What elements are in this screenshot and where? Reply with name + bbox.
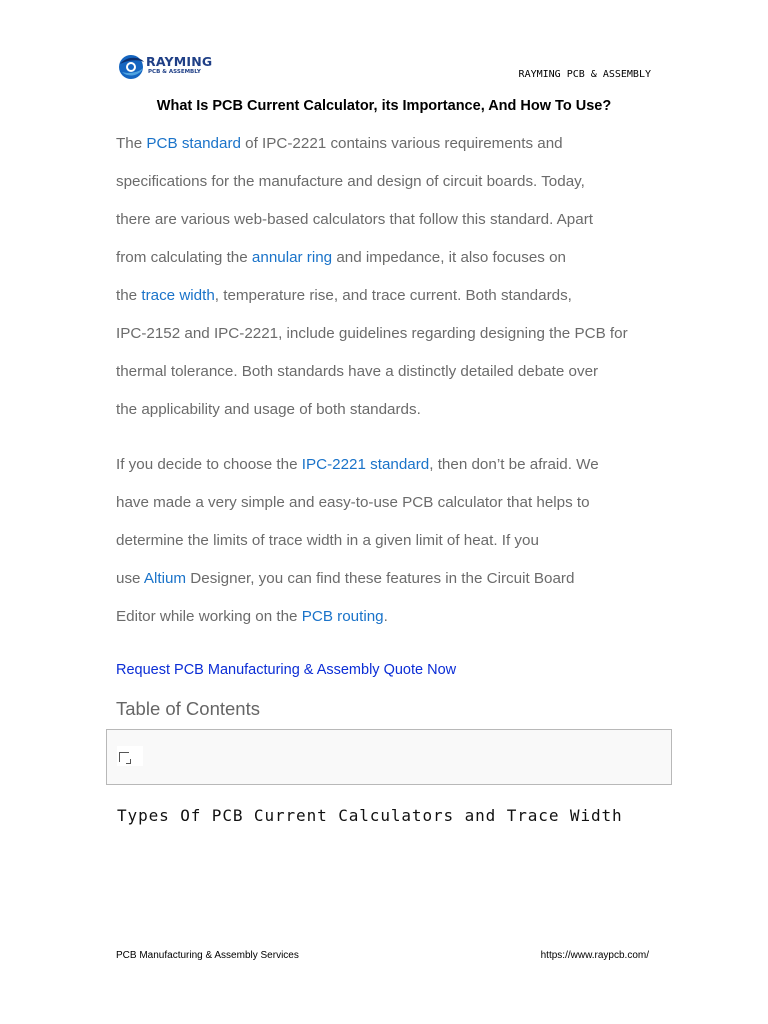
link-ipc-2221-standard[interactable]: IPC-2221 standard bbox=[301, 456, 430, 473]
logo-wordmark: RAYMING bbox=[146, 54, 213, 69]
request-quote-link[interactable]: Request PCB Manufacturing & Assembly Quote Now bbox=[116, 662, 457, 678]
text-segment: from calculating the bbox=[116, 249, 252, 266]
text-segment: If you decide to choose the bbox=[116, 456, 302, 473]
text-segment: Designer, you can find these features in the Circuit Board bbox=[186, 570, 575, 587]
rayming-swirl-icon bbox=[116, 52, 146, 82]
text-segment: The bbox=[116, 135, 147, 152]
text-segment: Editor while working on the bbox=[116, 608, 302, 625]
link-pcb-routing[interactable]: PCB routing bbox=[301, 608, 384, 625]
paragraph-line bbox=[116, 560, 661, 598]
text-segment: , temperature rise, and trace current. Both standards, bbox=[214, 287, 572, 304]
paragraph-line bbox=[116, 446, 661, 484]
page-title: What Is PCB Current Calculator, its Importance, And How To Use? bbox=[156, 98, 612, 114]
text-segment: use bbox=[116, 570, 144, 587]
text-segment: , then don’t be afraid. We bbox=[429, 456, 599, 473]
header-company-name: RAYMING PCB & ASSEMBLY bbox=[518, 69, 651, 80]
paragraph-line bbox=[116, 598, 661, 636]
text-segment: the bbox=[116, 287, 142, 304]
paragraph-line bbox=[116, 277, 661, 315]
footer-url[interactable]: https://www.raypcb.com/ bbox=[540, 950, 649, 961]
paragraph-line: the applicability and usage of both standards. bbox=[116, 401, 421, 418]
paragraph-line: thermal tolerance. Both standards have a distinctly detailed debate over bbox=[116, 363, 599, 380]
text-segment: . bbox=[383, 608, 388, 625]
link-altium[interactable]: Altium bbox=[143, 570, 187, 587]
link-annular-ring[interactable]: annular ring bbox=[251, 249, 333, 266]
link-pcb-standard[interactable]: PCB standard bbox=[146, 135, 241, 152]
paragraph-calculator bbox=[116, 446, 661, 636]
paragraph-line: IPC-2152 and IPC-2221, include guidelines regarding designing the PCB for bbox=[116, 325, 628, 342]
logo-tagline: PCB & ASSEMBLY bbox=[148, 69, 201, 75]
text-segment: of IPC-2221 contains various requirements and bbox=[240, 135, 563, 152]
toc-title: Table of Contents bbox=[116, 698, 260, 719]
toc-toggle-button[interactable] bbox=[117, 746, 143, 766]
text-segment: and impedance, it also focuses on bbox=[332, 249, 567, 266]
toc-box bbox=[106, 729, 672, 785]
toc-toggle-icon bbox=[119, 752, 129, 762]
paragraph-line bbox=[116, 125, 661, 163]
link-trace-width[interactable]: trace width bbox=[141, 287, 215, 304]
paragraph-line: specifications for the manufacture and design of circuit boards. Today, bbox=[116, 173, 585, 190]
rayming-logo bbox=[116, 52, 216, 82]
paragraph-line: determine the limits of trace width in a given limit of heat. If you bbox=[116, 532, 539, 549]
section-heading: Types Of PCB Current Calculators and Trace Width bbox=[117, 806, 623, 825]
paragraph-intro bbox=[116, 125, 661, 429]
paragraph-line: there are various web-based calculators that follow this standard. Apart bbox=[116, 211, 593, 228]
paragraph-line bbox=[116, 239, 661, 277]
paragraph-line: have made a very simple and easy-to-use PCB calculator that helps to bbox=[116, 494, 590, 511]
footer-services: PCB Manufacturing & Assembly Services bbox=[116, 950, 299, 961]
